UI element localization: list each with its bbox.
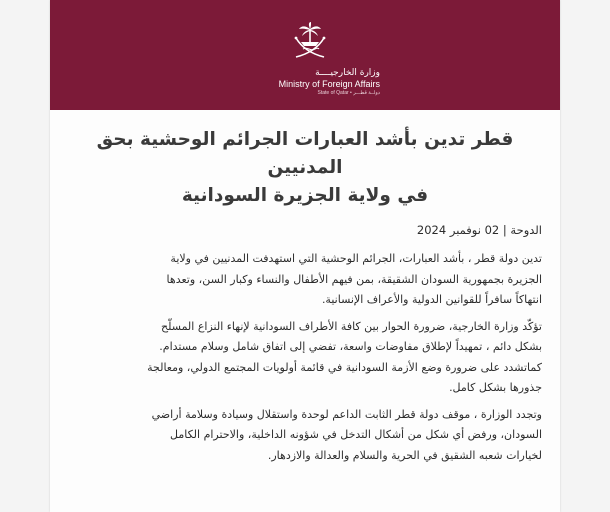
paragraph-line: جذورها بشكل كامل. [449,381,542,394]
paragraph-line: بشكل دائم ، تمهيداً لإطلاق مفاوضات واسعة، تفضي إلى اتفاق شامل وسلام مستدام. [159,340,542,353]
paragraph-position [68,405,542,467]
paragraph-dialogue [68,317,542,399]
paragraph-condemnation [68,249,542,311]
paragraph-line: تؤكّد وزارة الخارجية، ضرورة الحوار بين كافة الأطراف السودانية لإنهاء النزاع المسلّح [161,319,542,333]
paragraph-line: وتجدد الوزارة ، موقف دولة قطر الثابت الداعم لوحدة واستقلال وسيادة وسلامة أراضي [151,407,542,421]
statement-card [50,0,560,512]
statement-body [68,126,542,472]
paragraph-line: كماتشدد على ضرورة وضع الأزمة السودانية في قائمة أولويات المجتمع الدولي، ومعالجة [147,360,542,374]
statement-title [68,126,542,210]
ministry-logo [262,22,382,108]
ministry-name-english: Ministry of Foreign Affairs [278,79,380,89]
paragraph-line: تدين دولة قطر ، بأشد العبارات، الجرائم الوحشية التي استهدفت المدنيين في ولاية [170,252,542,265]
state-of-qatar-label: State of Qatar • دولــة قطـــر [317,90,380,96]
qatar-emblem-icon [288,22,332,64]
paragraph-line: انتهاكاً سافراً للقوانين الدولية والأعراف الإنسانية. [321,293,542,306]
statement-title-line-1: قطر تدين بأشد العبارات الجرائم الوحشية بحق المدنيين [96,129,514,178]
paragraph-line: السودان، ورفض أي شكل من أشكال التدخل في شؤونه الداخلية، والاحترام الكامل [170,428,542,441]
statement-title-line-2: في ولاية الجزيرة السودانية [181,185,429,206]
paragraph-line: الجزيرة بجمهورية السودان الشقيقة، بمن فيهم الأطفال والنساء وكبار السن، وتعدها [166,272,542,286]
paragraph-line: لخيارات شعبه الشقيق في الحرية والسلام والعدالة والازدهار. [267,448,542,462]
ministry-name-arabic: وزارة الخارجيــــة [315,68,380,78]
header-banner [50,0,560,110]
dateline: الدوحة | 02 نوفمبر 2024 [416,223,542,237]
